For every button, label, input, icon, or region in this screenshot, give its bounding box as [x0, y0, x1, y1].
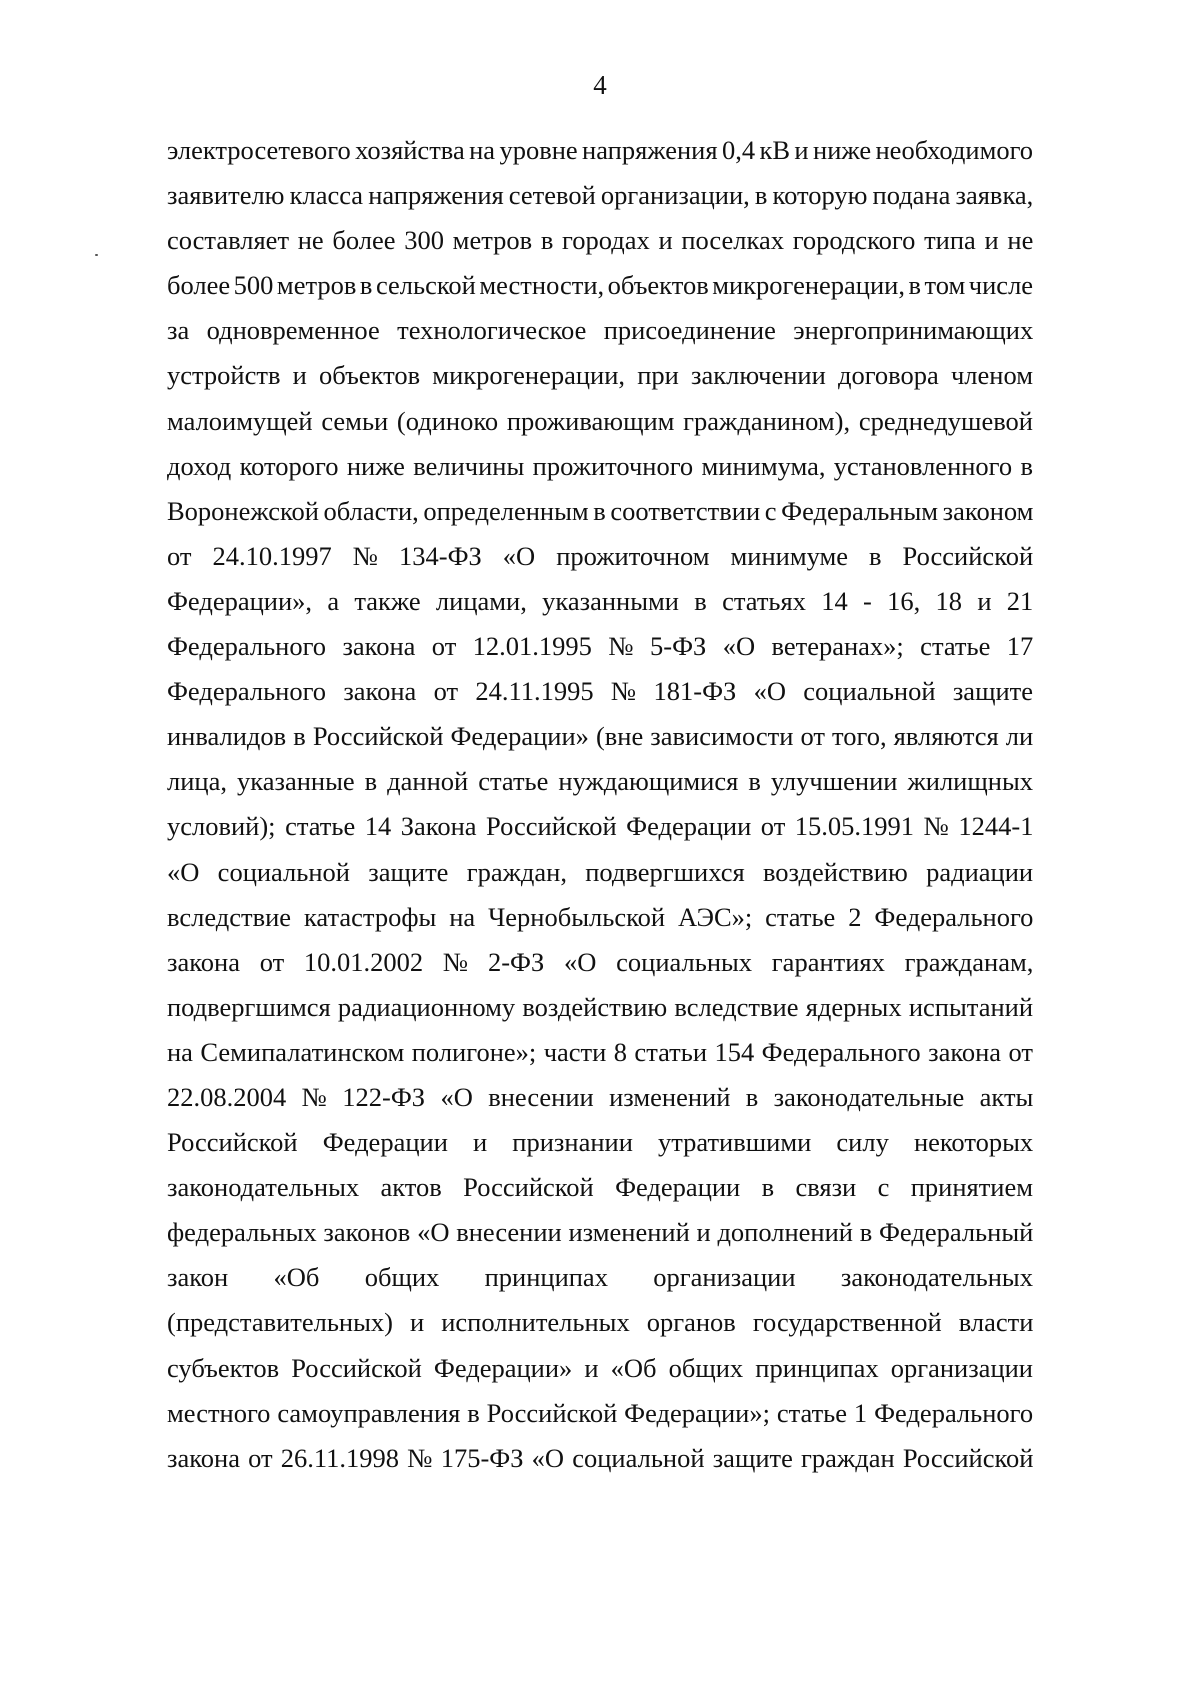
- text-line: законодательных актов Российской Федерации в связи с принятием: [167, 1172, 1033, 1203]
- text-line: закона от 26.11.1998 № 175-ФЗ «О социальной защите граждан Российской: [167, 1442, 1034, 1473]
- text-line: более 500 метров в сельской местности, объектов микрогенерации, в том числе: [167, 270, 1034, 301]
- text-line: составляет не более 300 метров в городах и поселках городского типа и не: [167, 225, 1034, 256]
- text-line: условий); статье 14 Закона Российской Федерации от 15.05.1991 № 1244-1: [167, 811, 1034, 842]
- scan-artifact: [95, 254, 98, 256]
- text-line: «О социальной защите граждан, подвергшихся воздействию радиации: [167, 856, 1034, 887]
- text-line: Воронежской области, определенным в соответствии с Федеральным законом: [167, 495, 1034, 526]
- text-line: подвергшимся радиационному воздействию вследствие ядерных испытаний: [167, 991, 1033, 1022]
- text-line: от 24.10.1997 № 134-ФЗ «О прожиточном минимуме в Российской: [167, 540, 1034, 571]
- text-line: закон «Об общих принципах организации законодательных: [167, 1262, 1033, 1293]
- text-line: 22.08.2004 № 122-ФЗ «О внесении изменений в законодательные акты: [167, 1081, 1034, 1112]
- text-line: субъектов Российской Федерации» и «Об общих принципах организации: [167, 1352, 1033, 1383]
- text-line: малоимущей семьи (одиноко проживающим гражданином), среднедушевой: [167, 405, 1033, 436]
- document-body: [167, 128, 1033, 1481]
- text-line: федеральных законов «О внесении изменений и дополнений в Федеральный: [167, 1217, 1034, 1248]
- text-line: на Семипалатинском полигоне»; части 8 статьи 154 Федерального закона от: [167, 1036, 1033, 1067]
- text-line: (представительных) и исполнительных органов государственной власти: [167, 1307, 1034, 1338]
- text-line: Федерального закона от 12.01.1995 № 5-ФЗ «О ветеранах»; статье 17: [167, 631, 1034, 662]
- text-line: устройств и объектов микрогенерации, при заключении договора членом: [167, 360, 1033, 391]
- text-line: местного самоуправления в Российской Федерации»; статье 1 Федерального: [167, 1397, 1034, 1428]
- page-number: 4: [593, 70, 607, 100]
- text-line: Федерации», а также лицами, указанными в статьях 14 - 16, 18 и 21: [167, 585, 1034, 616]
- text-line: Федерального закона от 24.11.1995 № 181-ФЗ «О социальной защите: [167, 676, 1033, 707]
- text-line: заявителю класса напряжения сетевой организации, в которую подана заявка,: [167, 180, 1034, 211]
- text-line: за одновременное технологическое присоединение энергопринимающих: [167, 315, 1034, 346]
- text-line: закона от 10.01.2002 № 2-ФЗ «О социальных гарантиях гражданам,: [167, 946, 1034, 977]
- text-line: лица, указанные в данной статье нуждающимися в улучшении жилищных: [167, 766, 1033, 797]
- text-line: вследствие катастрофы на Чернобыльской АЭС»; статье 2 Федерального: [167, 901, 1034, 932]
- text-line: инвалидов в Российской Федерации» (вне зависимости от того, являются ли: [167, 721, 1034, 752]
- text-line: электросетевого хозяйства на уровне напряжения 0,4 кВ и ниже необходимого: [167, 135, 1034, 165]
- text-line: доход которого ниже величины прожиточного минимума, установленного в: [167, 450, 1033, 481]
- text-line: Российской Федерации и признании утратившими силу некоторых: [167, 1127, 1034, 1158]
